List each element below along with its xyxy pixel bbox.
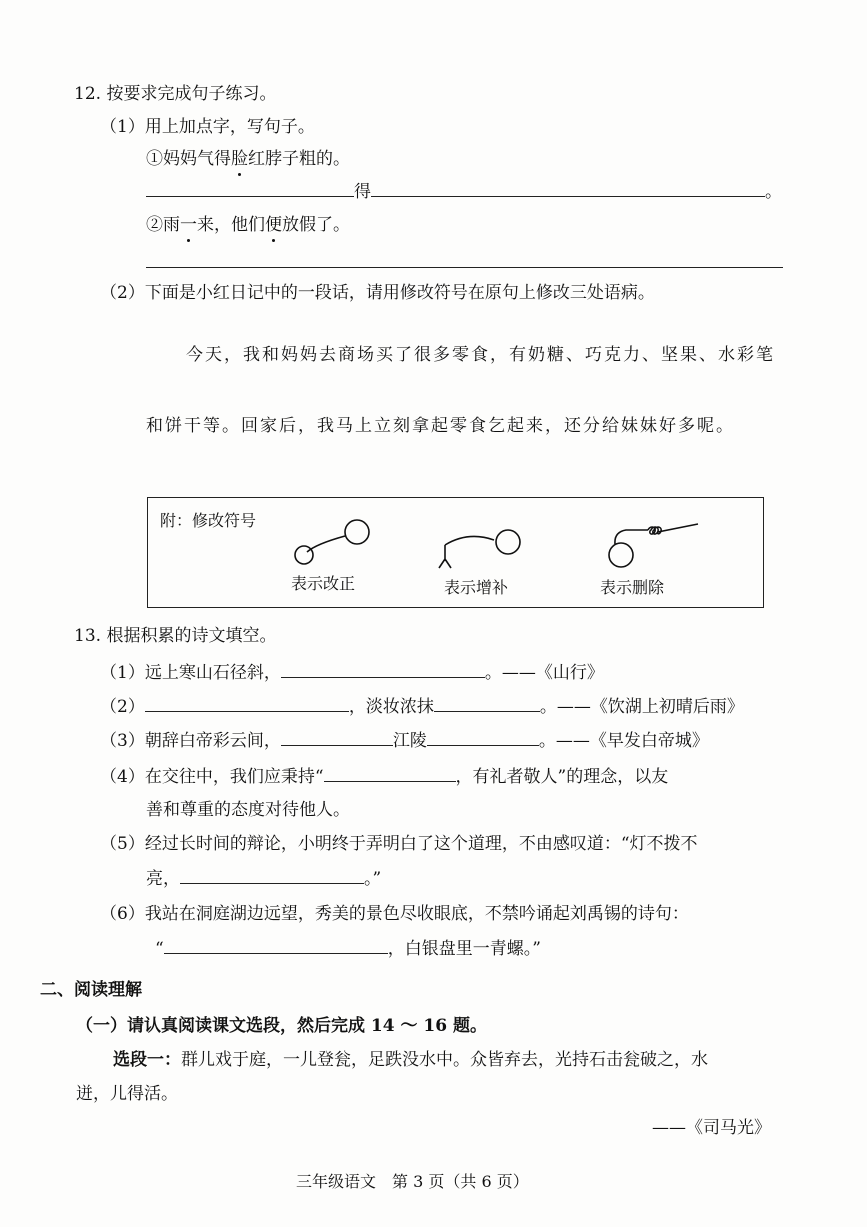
text: （3）朝辞白帝彩云间， (100, 731, 281, 751)
passage-label: 选段一： (113, 1050, 181, 1070)
text: ②雨 (146, 215, 180, 235)
text: 来，他们 (197, 215, 265, 235)
diary-line1: 今天，我和妈妈去商场买了很多零食，有奶糖、巧克力、坚果、水彩笔 (186, 345, 775, 365)
answer-blank[interactable] (281, 661, 485, 678)
dotted-char: 便 (265, 215, 282, 235)
q13-item4-cont: 善和尊重的态度对待他人。 (146, 800, 350, 820)
q13-item4 (100, 765, 668, 788)
text: ，白银盘里一青螺。” (387, 939, 541, 959)
text: 红脖子粗的。 (248, 149, 350, 169)
q12-sentence1 (146, 148, 350, 170)
q13-item5: （5）经过长时间的辩论，小明终于弄明白了这个道理，不由感叹道：“灯不拨不 (100, 834, 698, 854)
q12-title: 12. 按要求完成句子练习。 (74, 84, 277, 104)
diary-line2: 和饼干等。回家后，我马上立刻拿起零食乞起来，还分给妹妹好多呢。 (146, 416, 735, 436)
q13-item6: （6）我站在洞庭湖边远望，秀美的景色尽收眼底，不禁吟诵起刘禹锡的诗句： (100, 904, 689, 924)
answer-blank[interactable] (281, 729, 393, 746)
period: 。 (765, 182, 782, 202)
text: ①妈妈气得 (146, 149, 231, 169)
symbol-add-label: 表示增补 (444, 578, 509, 597)
text: （2） (100, 697, 145, 717)
dotted-char: 一 (180, 215, 197, 235)
answer-blank[interactable] (371, 180, 765, 197)
symbol-delete-label: 表示删除 (600, 578, 665, 597)
section2-subtitle: （一）请认真阅读课文选段，然后完成 14 ～ 16 题。 (76, 1016, 487, 1036)
answer-blank[interactable] (180, 867, 364, 884)
text: 。——《山行》 (484, 663, 604, 683)
text: 江陵 (392, 731, 427, 751)
answer-line[interactable] (146, 267, 783, 268)
text: 。——《早发白帝城》 (538, 731, 709, 751)
text: （4）在交往中，我们应秉持“ (100, 767, 324, 787)
passage-line2: 迸，儿得活。 (76, 1084, 178, 1104)
text: “ (155, 939, 164, 959)
answer-blank[interactable] (324, 765, 456, 782)
q12-sentence2 (146, 214, 350, 236)
symbols-title: 附：修改符号 (160, 511, 257, 530)
answer-blank[interactable] (146, 180, 354, 197)
text: 亮， (146, 869, 180, 889)
answer-blank[interactable] (434, 695, 540, 712)
fill-char: 得 (354, 182, 371, 202)
revision-symbols-box (147, 497, 764, 608)
answer-blank[interactable] (427, 729, 539, 746)
text: （1）远上寒山石径斜， (100, 663, 281, 683)
text: 。” (364, 869, 382, 889)
text: ，淡妆浓抹 (348, 697, 434, 717)
q13-item2 (100, 695, 744, 718)
q12-part2-label: （2）下面是小红日记中的一段话，请用修改符号在原句上修改三处语病。 (100, 283, 655, 303)
q13-item6-cont (155, 937, 541, 960)
q13-item3 (100, 729, 709, 752)
text: 群儿戏于庭，一儿登瓮，足跌没水中。众皆弃去，光持石击瓮破之，水 (181, 1050, 708, 1070)
q13-item1 (100, 661, 604, 684)
text: 放假了。 (282, 215, 350, 235)
q13-title: 13. 根据积累的诗文填空。 (74, 626, 277, 646)
text: 。——《饮湖上初晴后雨》 (539, 697, 744, 717)
section2-title: 二、阅读理解 (40, 980, 142, 1000)
answer-blank[interactable] (164, 937, 388, 954)
q12-part1-label: （1）用上加点字，写句子。 (100, 117, 315, 137)
passage-source: ——《司马光》 (652, 1118, 771, 1138)
text: ，有礼者敬人”的理念，以友 (455, 767, 669, 787)
answer-blank[interactable] (145, 695, 349, 712)
q13-item5-cont (146, 867, 381, 890)
passage-line1 (113, 1049, 708, 1071)
dotted-char: 脸 (231, 149, 248, 169)
q12-fill-line1 (146, 180, 782, 203)
symbol-correct-label: 表示改正 (291, 574, 356, 593)
page-footer: 三年级语文 第 3 页（共 6 页） (296, 1172, 529, 1191)
